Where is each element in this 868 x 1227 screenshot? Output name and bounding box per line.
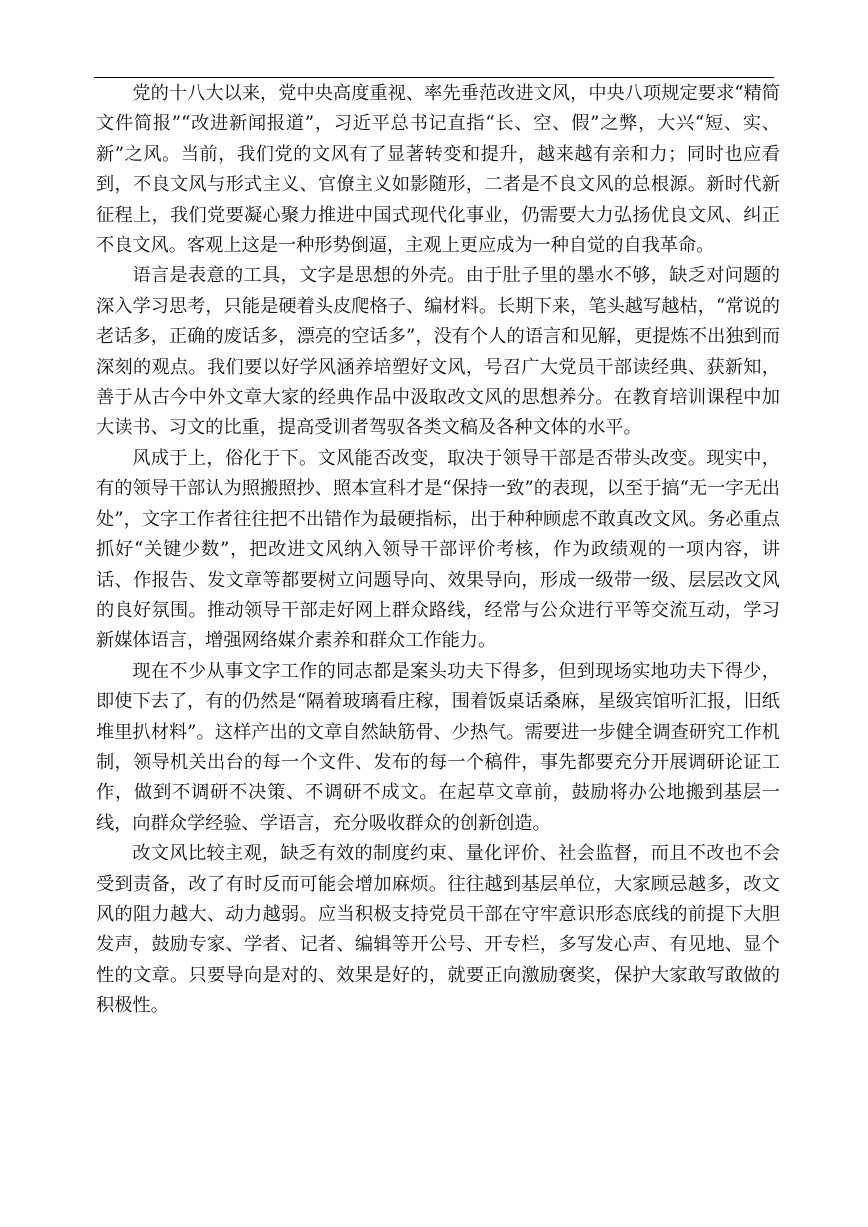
paragraph-3: 风成于上，俗化于下。文风能否改变，取决于领导干部是否带头改变。现实中，有的领导干部认为照搬照抄、照本宣科才是“保持一致”的表现，以至于搞“无一字无出处”，文字工作者往往把不出错作为最硬指标，出于种种顾虑不敢真改文风。务必重点抓好“关键少数”，把改进文风纳入领导干部评价考核，作为政绩观的一项内容，讲话、作报告、发文章等都要树立问题导向、效果导向，形成一级带一级、层层改文风的良好氛围。推动领导干部走好网上群众路线，经常与公众进行平等交流互动，学习新媒体语言，增强网络媒介素养和群众工作能力。 [96,447,780,652]
article-body [96,79,780,1022]
paragraph-5: 改文风比较主观，缺乏有效的制度约束、量化评价、社会监督，而且不改也不会受到责备，改了有时反而可能会增加麻烦。往往越到基层单位，大家顾忌越多，改文风的阻力越大、动力越弱。应当积极支持党员干部在守牢意识形态底线的前提下大胆发声，鼓励专家、学者、记者、编辑等开公号、开专栏，多写发心声、有见地、显个性的文章。只要导向是对的、效果是好的，就要正向激励褒奖，保护大家敢写敢做的积极性。 [96,843,780,1017]
paragraph-4: 现在不少从事文字工作的同志都是案头功夫下得多，但到现场实地功夫下得少，即使下去了，有的仍然是“隔着玻璃看庄稼，围着饭桌话桑麻，星级宾馆听汇报，旧纸堆里扒材料”。这样产出的文章自然缺筋骨、少热气。需要进一步健全调查研究工作机制，领导机关出台的每一个文件、发布的每一个稿件，事先都要充分开展调研论证工作，做到不调研不决策、不调研不成文。在起草文章前，鼓励将办公地搬到基层一线，向群众学经验、学语言，充分吸收群众的创新创造。 [96,660,780,834]
paragraph-2: 语言是表意的工具，文字是思想的外壳。由于肚子里的墨水不够，缺乏对问题的深入学习思考，只能是硬着头皮爬格子、编材料。长期下来，笔头越写越枯，“常说的老话多，正确的废话多，漂亮的空话多”，没有个人的语言和见解，更提炼不出独到而深刻的观点。我们要以好学风涵养培塑好文风，号召广大党员干部读经典、获新知，善于从古今中外文章大家的经典作品中汲取改文风的思想养分。在教育培训课程中加大读书、习文的比重，提高受训者驾驭各类文稿及各种文体的水平。 [96,265,780,439]
header-rule [94,77,774,78]
paragraph-1: 党的十八大以来，党中央高度重视、率先垂范改进文风，中央八项规定要求“精简文件简报”“改进新闻报道”，习近平总书记直指“长、空、假”之弊，大兴“短、实、新”之风。当前，我们党的文风有了显著转变和提升，越来越有亲和力；同时也应看到，不良文风与形式主义、官僚主义如影随形，二者是不良文风的总根源。新时代新征程上，我们党要凝心聚力推进中国式现代化事业，仍需要大力弘扬优良文风、纠正不良文风。客观上这是一种形势倒逼，主观上更应成为一种自觉的自我革命。 [96,83,780,257]
